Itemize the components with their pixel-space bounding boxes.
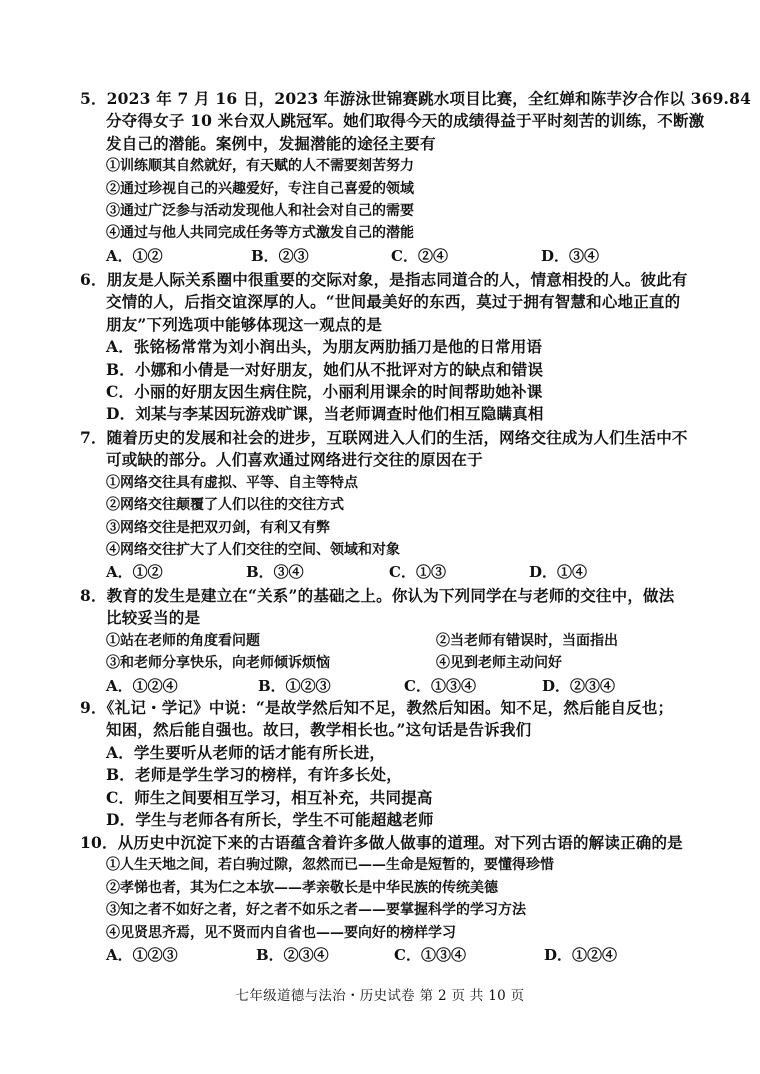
choice-d: D．③④ — [541, 246, 600, 265]
stem-line: 7．随着历史的发展和社会的进步，互联网进入人们的生活，网络交往成为人们生活中不 — [80, 428, 688, 447]
choice-c: C．①③④ — [394, 946, 466, 965]
choice-d: D．刘某与李某因玩游戏旷课，当老师调查时他们相互隐瞒真相 — [106, 404, 544, 424]
choice-b: B．②③ — [251, 246, 309, 265]
question-stem — [80, 697, 690, 742]
stem-line: 6．朋友是人际关系圈中很重要的交际对象，是指志同道合的人，情意相投的人。彼此有 — [80, 270, 688, 289]
question-10 — [80, 832, 690, 966]
statement-item: ③网络交往是把双刃剑，有利又有弊 — [106, 519, 330, 536]
stem-line: 10．从历史中沉淀下来的古语蕴含着许多做人做事的道理。对下列古语的解读正确的是 — [80, 833, 683, 852]
question-stem — [80, 269, 690, 336]
statement-item: ③通过广泛参与活动发现他人和社会对自己的需要 — [106, 203, 414, 220]
answer-choices — [80, 675, 690, 697]
stem-line: 9．《礼记・学记》中说：“是故学然后知不足，教然后知困。知不足，然后能自反也； — [80, 698, 674, 717]
choice-a: A．①②④ — [106, 676, 178, 695]
statement-item: ③知之者不如好之者，好之者不如乐之者——要掌握科学的学习方法 — [106, 902, 526, 919]
stem-line: 分夺得女子 10 米台双人跳冠军。她们取得今天的成绩得益于平时刻苦的训练，不断激 — [106, 111, 705, 131]
statement-item: ②当老师有错误时，当面指出 — [436, 632, 618, 649]
choice-b: B．老师是学生学习的榜样，有许多长处， — [106, 765, 402, 785]
statement-item: ①站在老师的角度看问题 — [106, 632, 260, 649]
choice-b: B．②③④ — [256, 946, 329, 965]
stem-line: 交情的人，后指交谊深厚的人。“世间最美好的东西，莫过于拥有智慧和心地正直的 — [106, 292, 681, 312]
statement-item: ①网络交往具有虚拟、平等、自主等特点 — [106, 474, 358, 491]
answer-choices — [80, 944, 690, 966]
question-stem — [80, 832, 690, 854]
statement-item: ①人生天地之间，若白驹过隙，忽然而已——生命是短暂的，要懂得珍惜 — [106, 857, 554, 874]
choice-a: A．①② — [106, 563, 163, 582]
statement-item: ④见贤思齐焉，见不贤而内自省也——要向好的榜样学习 — [106, 924, 456, 941]
statement-item: ③和老师分享快乐，向老师倾诉烦恼 — [106, 655, 330, 672]
statement-item: ②网络交往颠覆了人们以往的交往方式 — [106, 497, 344, 514]
stem-line: 可或缺的部分。人们喜欢通过网络进行交往的原因在于 — [106, 450, 483, 470]
choice-b: B．③④ — [246, 563, 304, 582]
choice-a: A．学生要听从老师的话才能有所长进， — [106, 742, 386, 762]
choice-c: C．①③④ — [404, 676, 476, 695]
answer-choices — [80, 245, 690, 267]
question-stem — [80, 427, 690, 472]
stem-line: 5．2023 年 7 月 16 日，2023 年游泳世锦赛跳水项目比赛，全红婵和陈芋汐合作以 369.84 — [80, 89, 752, 108]
choice-b: B．小娜和小倩是一对好朋友，她们从不批评对方的缺点和错误 — [106, 359, 544, 379]
stem-line: 发自己的潜能。案例中，发掘潜能的途径主要有 — [106, 133, 436, 153]
choice-d: D．①②④ — [544, 946, 618, 965]
stem-line: 比较妥当的是 — [106, 608, 201, 628]
choice-c: C．②④ — [391, 246, 448, 265]
choice-d: D．①④ — [529, 563, 588, 582]
question-stem — [80, 88, 752, 155]
answer-choices — [80, 561, 690, 583]
choice-b: B．①②③ — [258, 676, 331, 695]
statement-grid — [80, 630, 690, 675]
question-6 — [80, 269, 690, 426]
choice-a: A．①② — [106, 246, 163, 265]
question-8 — [80, 585, 690, 697]
stem-line: 8．教育的发生是建立在“关系”的基础之上。你认为下列同学在与老师的交往中，做法 — [80, 586, 675, 605]
statement-item: ②孝悌也者，其为仁之本欤——孝亲敬长是中华民族的传统美德 — [106, 879, 498, 896]
statement-item: ④通过与他人共同完成任务等方式激发自己的潜能 — [106, 225, 414, 242]
statement-item: ④见到老师主动问好 — [436, 655, 562, 672]
choice-c: C．小丽的好朋友因生病住院，小丽利用课余的时间帮助她补课 — [106, 382, 543, 402]
statement-item: ②通过珍视自己的兴趣爱好，专注自己喜爱的领域 — [106, 180, 414, 197]
choice-c: C．①③ — [389, 563, 446, 582]
stem-line: 朋友”下列选项中能够体现这一观点的是 — [106, 314, 383, 334]
question-stem — [80, 585, 690, 630]
question-5 — [80, 88, 752, 267]
statement-item: ①训练顺其自然就好，有天赋的人不需要刻苦努力 — [106, 158, 414, 175]
question-9 — [80, 697, 690, 831]
choice-a: A．张铭杨常常为刘小润出头，为朋友两肋插刀是他的日常用语 — [106, 337, 543, 357]
page-footer: 七年级道德与法治・历史试卷 第 2 页 共 10 页 — [235, 988, 525, 1004]
stem-line: 知困，然后能自强也。故曰，教学相长也。”这句话是告诉我们 — [106, 720, 532, 740]
choice-d: D．②③④ — [542, 676, 616, 695]
choice-a: A．①②③ — [106, 946, 178, 965]
choice-d: D．学生与老师各有所长，学生不可能超越老师 — [106, 810, 434, 830]
statement-item: ④网络交往扩大了人们交往的空间、领域和对象 — [106, 542, 400, 559]
choice-c: C．师生之间要相互学习，相互补充，共同提高 — [106, 787, 433, 807]
question-7 — [80, 427, 690, 584]
